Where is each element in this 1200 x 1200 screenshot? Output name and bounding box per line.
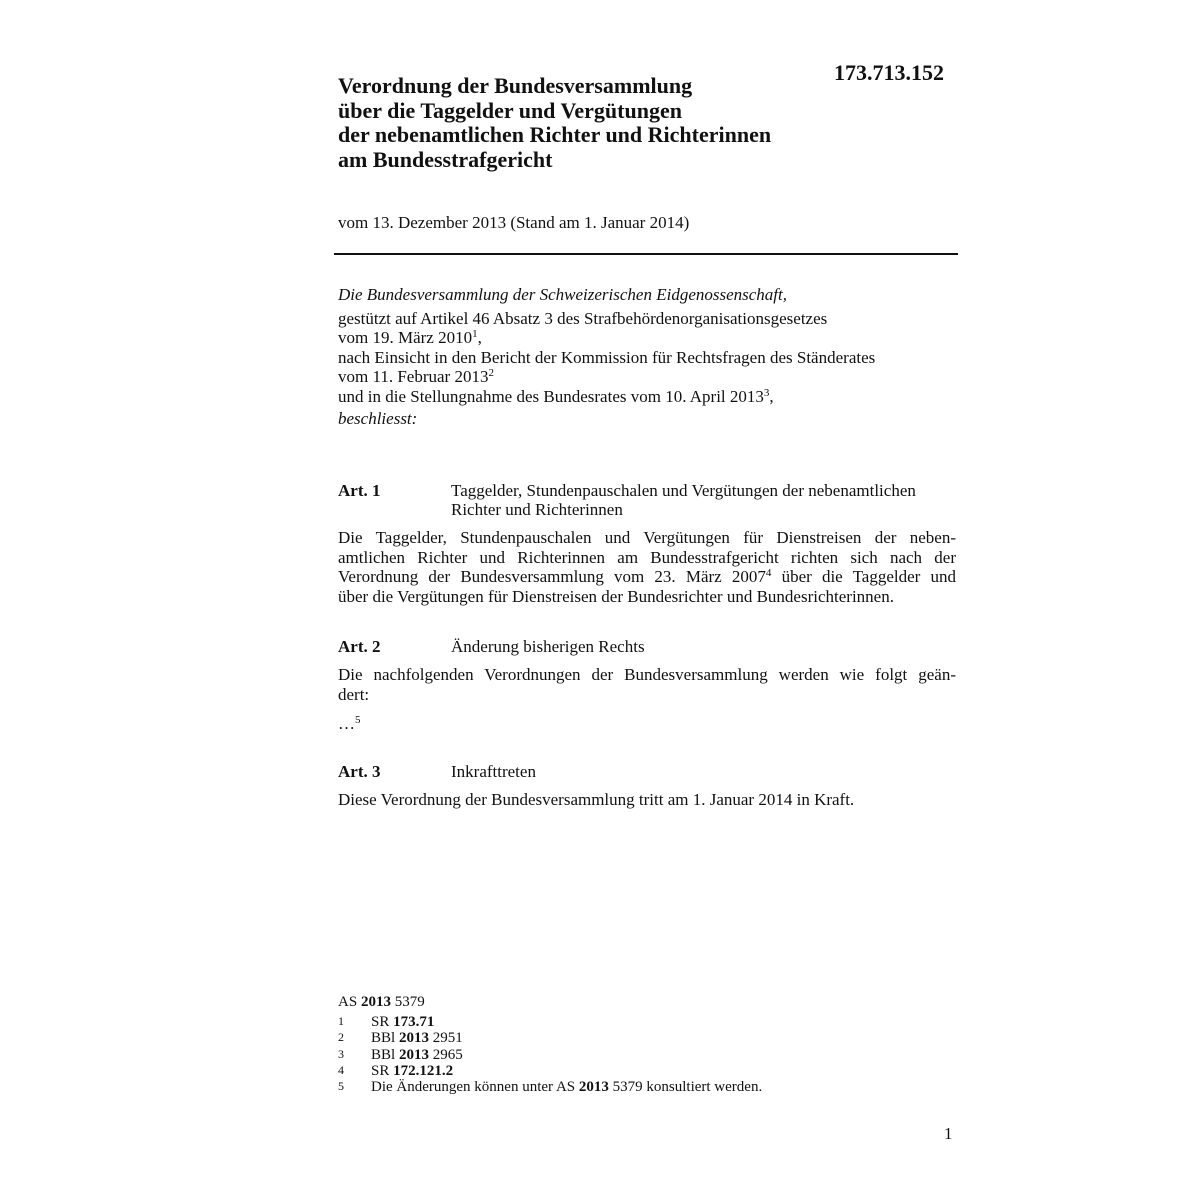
preamble-line	[338, 387, 958, 407]
footnote	[338, 1014, 762, 1030]
source-year: 2013	[360, 994, 391, 1010]
footnote-number: 4	[338, 1062, 344, 1077]
footnotes	[338, 1014, 762, 1095]
article-body: Diese Verordnung der Bundesversammlung tritt am 1. Januar 2014 in Kraft.	[338, 790, 855, 809]
footnote-ref-5[interactable]: 5	[355, 714, 361, 726]
article-body-line: Die Taggelder, Stundenpauschalen und Vergütungen für Dienstreisen der neben-	[338, 528, 956, 547]
preamble-text: vom 11. Februar 2013	[338, 367, 489, 386]
preamble-decision: beschliesst:	[338, 409, 418, 428]
footnote-bold: 172.121.2	[393, 1062, 454, 1079]
article-header	[338, 762, 956, 781]
article-body	[338, 528, 956, 606]
footnote-ref-2[interactable]: 2	[488, 367, 494, 379]
footnote-text	[371, 1079, 762, 1095]
preamble-line	[338, 367, 958, 387]
document-title	[338, 74, 771, 172]
preamble	[338, 285, 958, 429]
footnote-text	[371, 1030, 463, 1046]
article-label: Art. 1	[338, 481, 381, 500]
footnote-ref-4[interactable]: 4	[765, 567, 772, 579]
source-prefix: AS	[338, 994, 361, 1010]
footnote-ref-3[interactable]: 3	[763, 386, 770, 399]
footnote	[338, 1030, 762, 1046]
article-body-line: über die Vergütungen für Dienstreisen der Bundesrichter und Bundesrichterinnen.	[338, 586, 894, 606]
article-body-line: dert:	[338, 684, 370, 704]
header-divider	[334, 253, 958, 255]
preamble-authority: Die Bundesversammlung der Schweizerischen Eidgenossenschaft,	[338, 285, 787, 304]
preamble-line: nach Einsicht in den Bericht der Kommission für Rechtsfragen des Ständerates	[338, 347, 876, 367]
footnote-post: 5379 konsultiert werden.	[608, 1079, 763, 1096]
footnote-text	[371, 1063, 453, 1079]
article-title: Inkrafttreten	[451, 762, 536, 781]
sr-number: 173.713.152	[834, 60, 944, 85]
preamble-text: und in die Stellungnahme des Bundesrates vom 10. April 2013	[338, 386, 764, 406]
footnote-post: 2951	[428, 1030, 463, 1047]
preamble-line	[338, 328, 958, 348]
article-header	[338, 637, 956, 656]
article-body	[338, 665, 956, 704]
footnote-pre: BBl	[371, 1046, 399, 1063]
footnote	[338, 1079, 762, 1095]
ellipsis-text: …	[338, 714, 355, 733]
article-text: Verordnung der Bundesversammlung vom 23. März 2007	[338, 567, 766, 586]
footnote-number: 3	[338, 1046, 344, 1061]
footnote-number: 1	[338, 1014, 344, 1028]
footnote-text	[371, 1047, 463, 1063]
footnote-post: 2965	[428, 1046, 463, 1063]
footnote-pre: Die Änderungen können unter AS	[371, 1079, 579, 1096]
article-3	[338, 762, 956, 810]
footnote-number: 2	[338, 1030, 344, 1045]
omitted-content	[338, 714, 956, 734]
article-title-line: Richter und Richterinnen	[451, 500, 623, 519]
preamble-text: ,	[477, 328, 482, 347]
page-number: 1	[944, 1124, 953, 1143]
title-line: am Bundesstrafgericht	[338, 146, 553, 172]
date-line: vom 13. Dezember 2013 (Stand am 1. Januar 2014)	[338, 213, 690, 232]
article-text: über die Taggelder und	[771, 567, 956, 586]
footnote-bold: 2013	[398, 1046, 429, 1063]
footnote	[338, 1063, 762, 1079]
preamble-text: vom 19. März 2010	[338, 328, 473, 347]
footnote-number: 5	[338, 1079, 344, 1094]
source-page: 5379	[390, 994, 425, 1010]
footnote-pre: SR	[371, 1062, 394, 1079]
preamble-line: gestützt auf Artikel 46 Absatz 3 des Strafbehördenorganisationsgesetzes	[338, 308, 828, 328]
article-body-line: amtlichen Richter und Richterinnen am Bundesstrafgericht richten sich nach der	[338, 547, 956, 567]
article-title-line: Taggelder, Stundenpauschalen und Vergütungen der nebenamtlichen	[451, 481, 916, 500]
footnote-bold: 173.71	[393, 1014, 435, 1030]
preamble-text: ,	[769, 386, 774, 406]
article-header	[338, 481, 956, 519]
title-line: über die Taggelder und Vergütungen	[338, 97, 682, 123]
article-body-line: Die nachfolgenden Verordnungen der Bundesversammlung werden wie folgt geän-	[338, 665, 956, 684]
article-title: Änderung bisherigen Rechts	[451, 637, 645, 656]
article-label: Art. 2	[338, 637, 381, 656]
footnote-ref-1[interactable]: 1	[472, 328, 478, 340]
official-source	[338, 994, 425, 1011]
title-line: der nebenamtlichen Richter und Richterinnen	[338, 122, 772, 147]
article-1	[338, 481, 956, 606]
footnote-bold: 2013	[578, 1079, 609, 1096]
article-title	[451, 481, 956, 519]
footnote-pre: SR	[371, 1014, 394, 1030]
article-2	[338, 637, 956, 734]
article-body-line	[338, 567, 956, 587]
title-line: Verordnung der Bundesversammlung	[338, 73, 693, 98]
footnote-pre: BBl	[371, 1030, 399, 1047]
footnote-bold: 2013	[398, 1030, 429, 1047]
footnote	[338, 1047, 762, 1063]
article-label: Art. 3	[338, 762, 381, 781]
preamble-legal-basis	[338, 309, 958, 407]
footnote-text	[371, 1014, 434, 1030]
